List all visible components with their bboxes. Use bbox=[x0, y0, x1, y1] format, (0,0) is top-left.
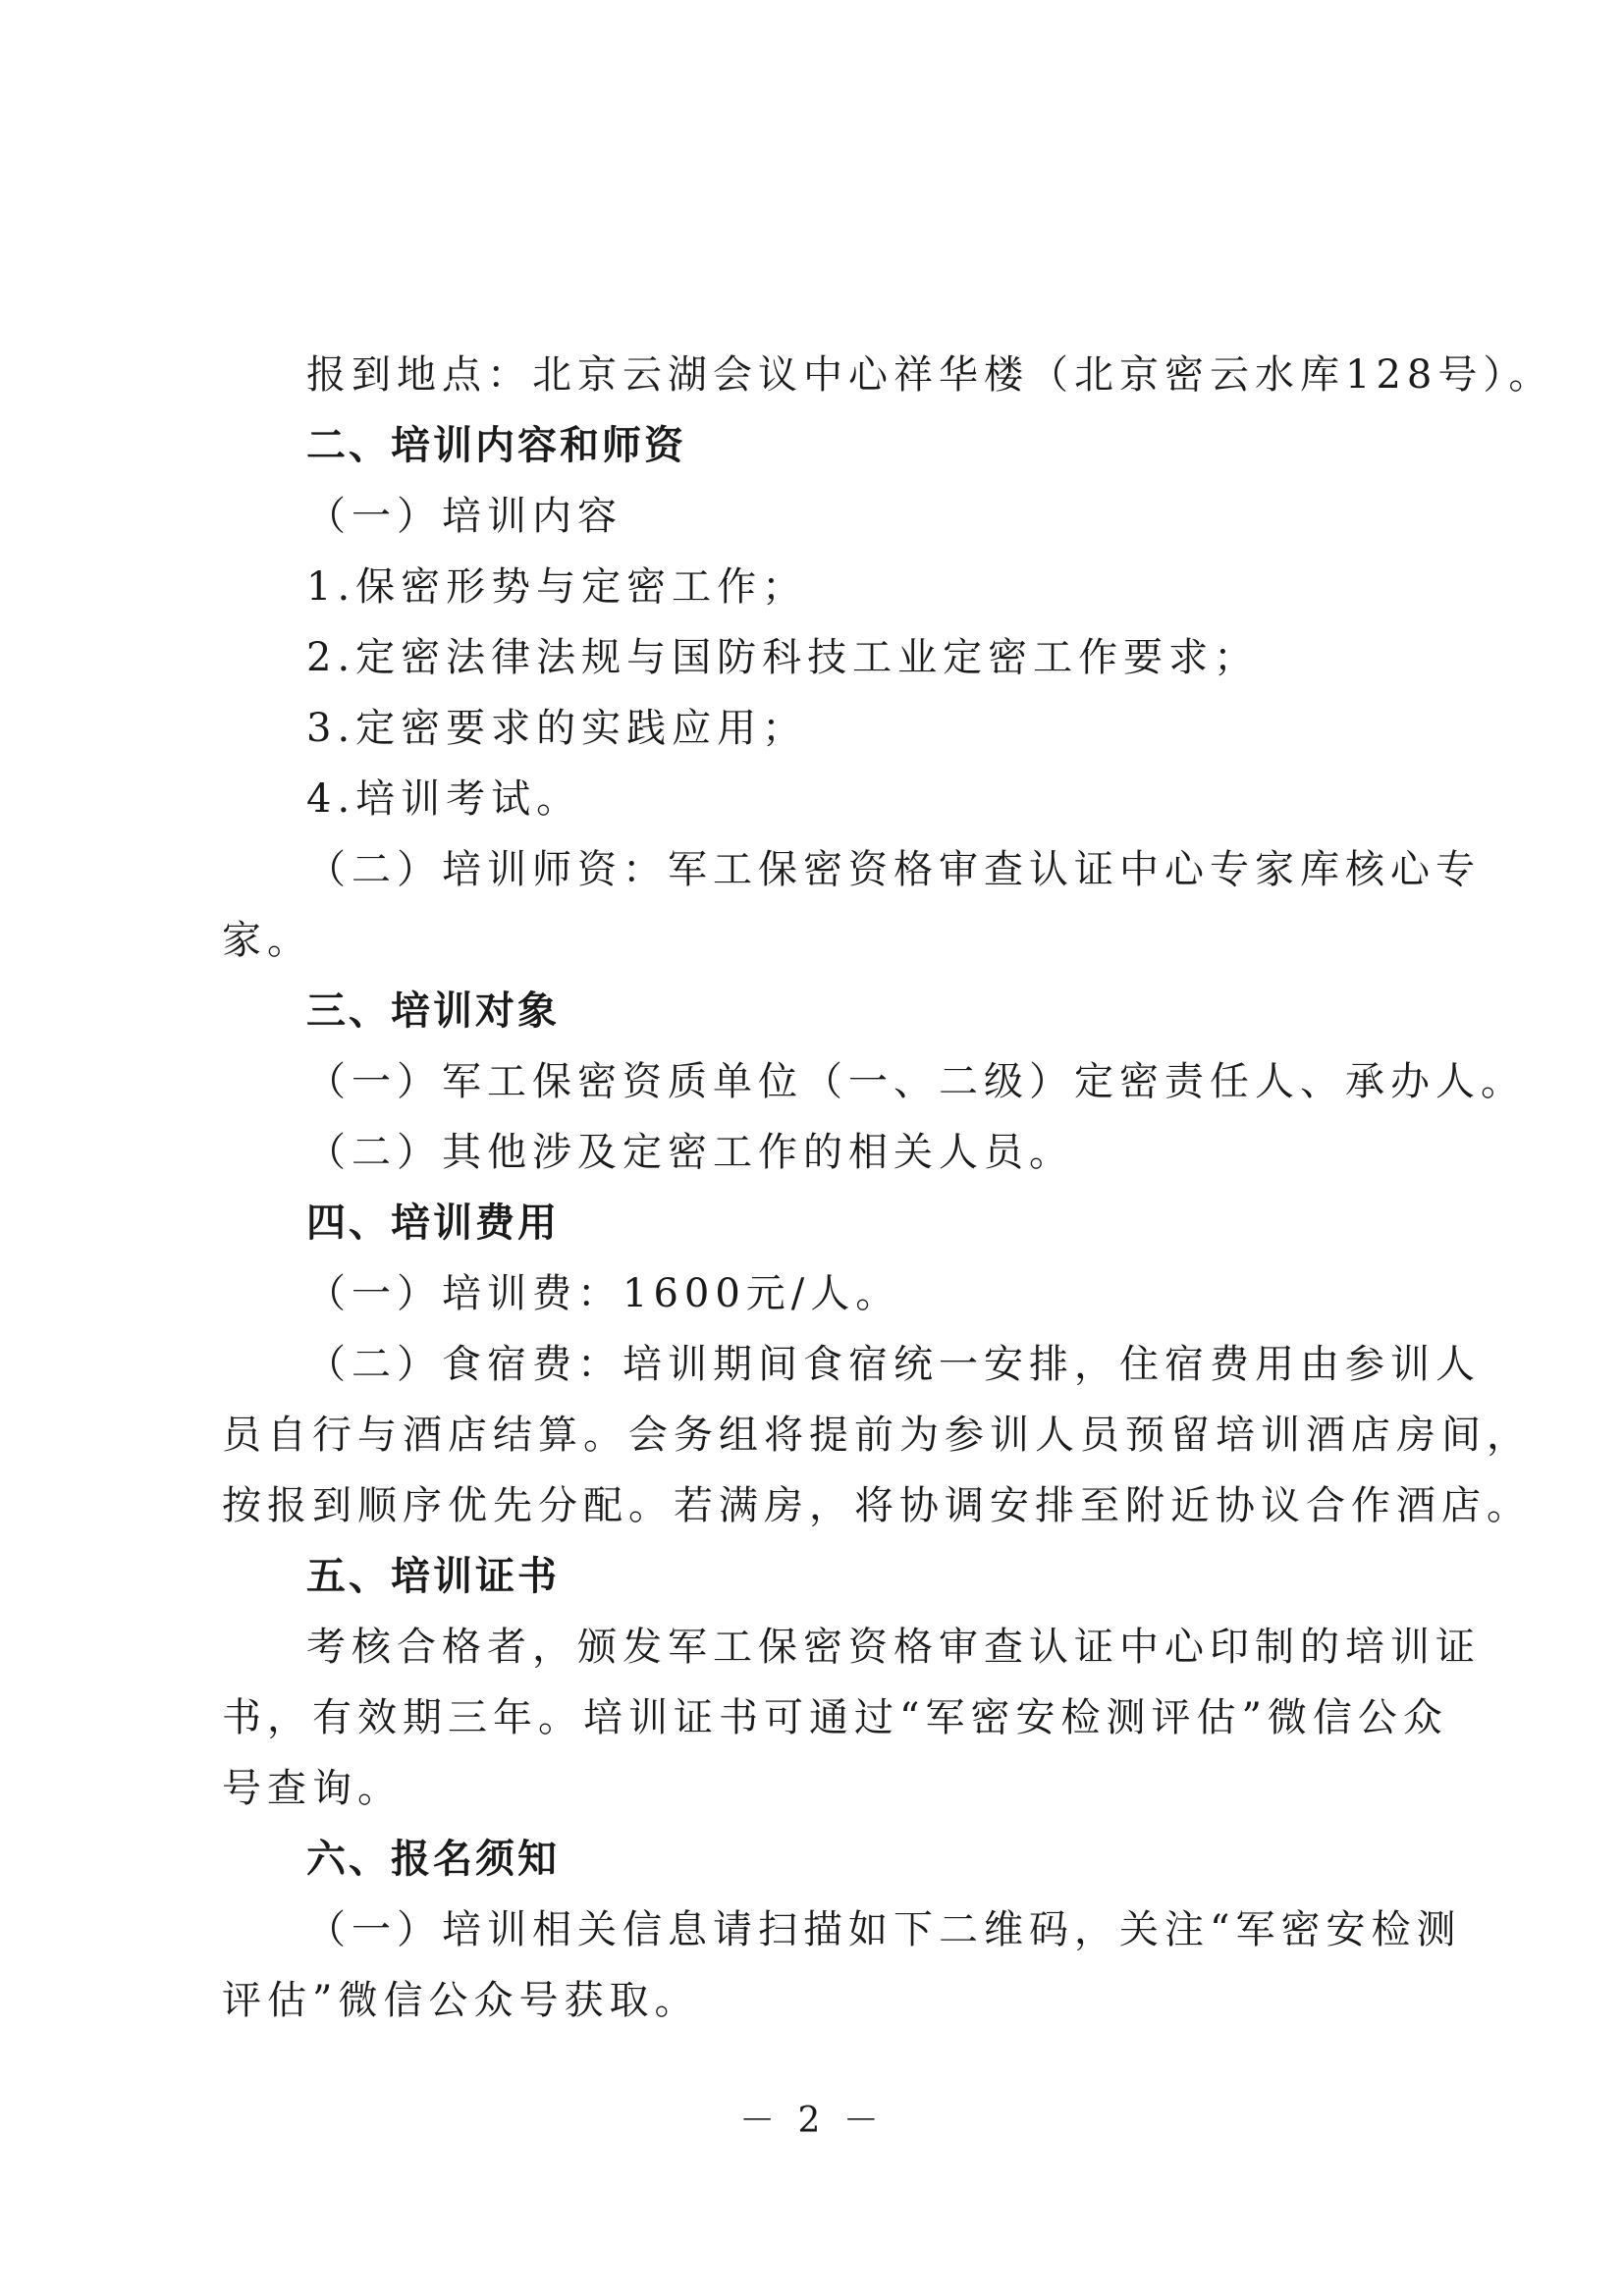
section-heading-training-fees: 四、培训费用 bbox=[306, 1201, 560, 1246]
section-heading-registration-notes: 六、报名须知 bbox=[306, 1837, 560, 1882]
list-item: 4.培训考试。 bbox=[306, 776, 582, 822]
certificate-line: 书，有效期三年。培训证书可通过“军密安检测评估”微信公众 bbox=[222, 1695, 1448, 1740]
list-item: 1.保密形势与定密工作； bbox=[306, 564, 808, 610]
registration-line: 评估”微信公众号获取。 bbox=[222, 1978, 700, 2023]
teachers-line: （二）培训师资：军工保密资格审查认证中心专家库核心专 bbox=[306, 847, 1481, 892]
lodging-line: 员自行与酒店结算。会务组将提前为参训人员预留培训酒店房间， bbox=[222, 1413, 1532, 1458]
location-line: 报到地点：北京云湖会议中心祥华楼（北京密云水库128号）。 bbox=[306, 352, 1554, 398]
list-item: 2.定密法律法规与国防科技工业定密工作要求； bbox=[306, 635, 1260, 680]
teachers-line-cont: 家。 bbox=[222, 918, 312, 963]
section-heading-training-content: 二、培训内容和师资 bbox=[306, 423, 686, 468]
section-heading-training-audience: 三、培训对象 bbox=[306, 988, 560, 1034]
list-item: 3.定密要求的实践应用； bbox=[306, 706, 808, 751]
lodging-line: （二）食宿费：培训期间食宿统一安排，住宿费用由参训人 bbox=[306, 1342, 1481, 1387]
lodging-line: 按报到顺序优先分配。若满房，将协调安排至附近协议合作酒店。 bbox=[222, 1483, 1532, 1528]
certificate-line: 号查询。 bbox=[222, 1766, 403, 1811]
list-item: （一）军工保密资质单位（一、二级）定密责任人、承办人。 bbox=[306, 1059, 1526, 1104]
page-number: － 2 － bbox=[739, 2101, 885, 2141]
fee-line: （一）培训费：1600元/人。 bbox=[306, 1271, 901, 1316]
section-heading-training-certificate: 五、培训证书 bbox=[306, 1554, 560, 1599]
certificate-line: 考核合格者，颁发军工保密资格审查认证中心印制的培训证 bbox=[306, 1625, 1481, 1670]
registration-line: （一）培训相关信息请扫描如下二维码，关注“军密安检测 bbox=[306, 1907, 1462, 1952]
list-item: （二）其他涉及定密工作的相关人员。 bbox=[306, 1130, 1074, 1175]
subheading-training-content: （一）培训内容 bbox=[306, 494, 623, 539]
